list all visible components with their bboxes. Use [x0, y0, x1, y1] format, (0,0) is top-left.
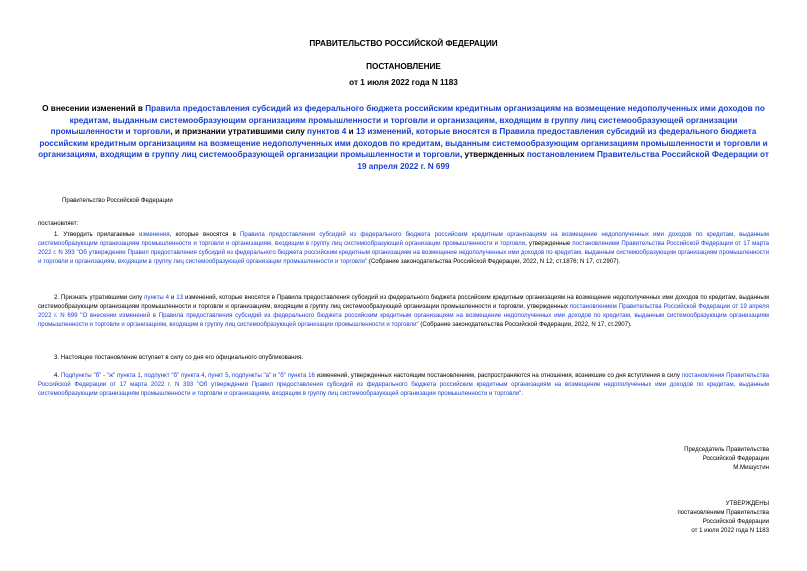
signature-name: М.Мишустин — [733, 464, 769, 471]
paragraph-text: изменений, утвержденных настоящим постановлением, распространяются на отношения, возникшие со дня вступления в силу — [314, 372, 682, 379]
paragraph-text: , — [204, 372, 209, 379]
approval-line: УТВЕРЖДЕНЫ — [725, 500, 769, 507]
link-resolution-699[interactable]: постановлением Правительства Российской Федерации от 19 апреля 2022 г. N 699 "О внесении изменений в Правила предоставления субсидий из федерального бюджета российским кредитным организациям на возмещение недополученных ими доходов по кредитам, выданным системообразующим организациям промышленности и торговли и организациям, входящим в группу лиц системообразующей организации промышленности и торговли" — [38, 303, 769, 328]
title-link-rules[interactable]: Правила предоставления субсидий из федерального бюджета российским кредитным организациям на возмещение недополученных ими доходов по кредитам, выданным системообразующим организациям промышленности и торговли и организациям, входящим в группу лиц системообразующей организации промышленности и торговли — [50, 104, 765, 137]
paragraph-text: (Собрание законодательства Российской Федерации, 2022, N 12, ст.1876; N 17, ст.2907). — [367, 258, 621, 265]
signature-block — [684, 445, 769, 472]
paragraph-3 — [38, 353, 769, 362]
title-text: О внесении изменений в — [42, 104, 146, 113]
government-line: Правительство Российской Федерации — [62, 197, 173, 204]
approval-block — [677, 499, 769, 535]
paragraph-text: изменений, которые вносятся в Правила предоставления субсидий из федерального бюджета российским кредитным организациям на возмещение недополученных ими доходов по кредитам, выданным системообразующим организациям промышленности и торговли и организациям, входящим в группу лиц системообразующей организации промышленности и торговли, утвержденных — [38, 294, 769, 310]
approval-line: от 1 июля 2022 года N 1183 — [691, 527, 769, 534]
title-text: , и признании утратившими силу — [170, 127, 308, 137]
document-date-number: от 1 июля 2022 года N 1183 — [349, 78, 458, 87]
approval-line: постановлением Правительства — [677, 509, 769, 516]
link-resolution-393[interactable]: постановлением Правительства Российской Федерации от 17 марта 2022 г. N 393 "Об утверждении Правил предоставления субсидий из федерального бюджета российским кредитным организациям на возмещение недополученных ими доходов по кредитам, выданным системообразующим организациям промышленности и торговли и организациям, входящим в группу лиц системообразующей организации промышленности и торговли" — [38, 240, 770, 265]
paragraph-2 — [38, 293, 769, 329]
title-link-point-4[interactable]: пунктов 4 — [307, 127, 347, 137]
title-link-point-13[interactable]: 13 изменений, которые вносятся в Правила предоставления субсидий из федерального бюджета российским кредитным организациям на возмещение недополученных ими доходов по кредитам, выданным системообразующим организациям промышленности и торговли и организациям, входящим в группу лиц системообразующей организации промышленности и торговли — [38, 127, 768, 160]
document-title — [38, 103, 769, 173]
link-resolution-393[interactable]: постановления Правительства Российской Федерации от 17 марта 2022 г. N 393 "Об утверждении Правил предоставления субсидий из федерального бюджета российским кредитным организациям на возмещение недополученных ими доходов по кредитам, выданным системообразующим организациям промышленности и торговли и организациям, входящим в группу лиц системообразующей организации промышленности и торговли" — [38, 372, 770, 397]
link-point-5[interactable]: пункт 5 — [208, 372, 229, 379]
signature-line: Председатель Правительства — [684, 446, 769, 453]
link-subpoint-4[interactable]: подпункт "б" пункта 4 — [144, 372, 205, 379]
link-subpoints-16[interactable]: подпункты "а" и "б" пункта 16 — [231, 372, 315, 379]
government-heading: ПРАВИТЕЛЬСТВО РОССИЙСКОЙ ФЕДЕРАЦИИ — [309, 39, 498, 48]
paragraph-text: , — [140, 372, 145, 379]
approval-line: Российской Федерации — [702, 518, 769, 525]
resolves-line: постановляет: — [38, 220, 79, 227]
paragraph-text: , — [228, 372, 232, 379]
link-points-4[interactable]: пункты 4 — [144, 294, 170, 301]
paragraph-text: 1. Утвердить прилагаемые — [54, 231, 139, 238]
paragraph-text: 2. Признать утратившими силу — [54, 294, 145, 301]
title-text: , утвержденных — [459, 150, 527, 160]
paragraph-text: , которые вносятся в — [169, 231, 241, 238]
document-type-heading: ПОСТАНОВЛЕНИЕ — [366, 62, 441, 71]
paragraph-1 — [38, 230, 769, 266]
paragraph-4 — [38, 371, 769, 398]
link-changes[interactable]: изменения — [138, 231, 170, 238]
paragraph-text: . — [521, 390, 524, 397]
paragraph-text: 4. — [54, 372, 61, 379]
paragraph-text: , утвержденные — [525, 240, 573, 247]
paragraph-text: и — [169, 294, 177, 301]
paragraph-text: (Собрание законодательства Российской Федерации, 2022, N 17, ст.2907). — [418, 321, 632, 328]
signature-line: Российской Федерации — [702, 455, 769, 462]
title-text: и — [346, 127, 356, 137]
link-subpoints-1[interactable]: Подпункты "б" - "ж" пункта 1 — [60, 372, 141, 379]
paragraph-text: 3. Настоящее постановление вступает в силу со дня его официального опубликования. — [54, 354, 303, 361]
title-link-resolution-699[interactable]: постановлением Правительства Российской Федерации от 19 апреля 2022 г. N 699 — [357, 150, 769, 171]
link-point-13[interactable]: 13 — [176, 294, 184, 301]
link-rules[interactable]: Правила предоставления субсидий из федерального бюджета российским кредитным организациям на возмещение недополученных ими доходов по кредитам, выданным системообразующим организациям промышленности и торговли и организациям, входящим в группу лиц системообразующей организации промышленности и торговли — [38, 231, 769, 247]
